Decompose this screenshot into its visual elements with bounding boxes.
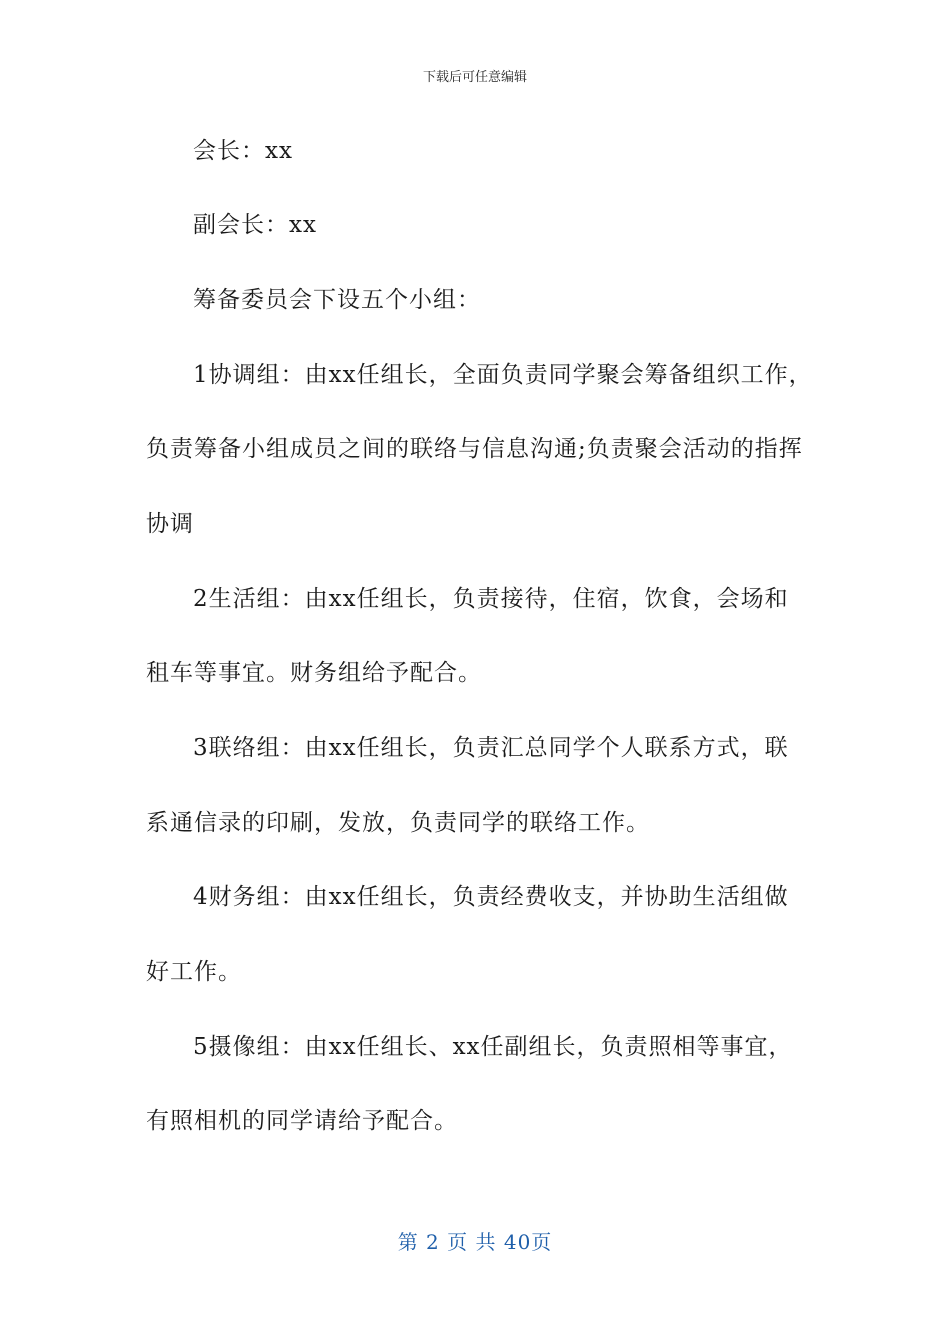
living-group-line-2: 租车等事宜。财务组给予配合。 xyxy=(146,660,482,686)
president-line: 会长：xx xyxy=(193,138,293,164)
finance-group-line-1: 4财务组：由xx任组长，负责经费收支，并协助生活组做 xyxy=(193,884,789,910)
finance-group-line-2: 好工作。 xyxy=(146,959,242,985)
photo-group-line-2: 有照相机的同学请给予配合。 xyxy=(146,1108,458,1134)
vice-president-line: 副会长：xx xyxy=(193,212,317,238)
coordination-group-line-1: 1协调组：由xx任组长，全面负责同学聚会筹备组织工作， xyxy=(193,362,813,388)
photo-group-line-1: 5摄像组：由xx任组长、xx任副组长，负责照相等事宜， xyxy=(193,1034,793,1060)
living-group-line-1: 2生活组：由xx任组长，负责接待，住宿，饮食，会场和 xyxy=(193,586,789,612)
coordination-group-line-3: 协调 xyxy=(146,511,194,537)
committee-intro-line: 筹备委员会下设五个小组： xyxy=(193,287,481,313)
download-note: 下载后可任意编辑 xyxy=(422,70,527,85)
liaison-group-line-2: 系通信录的印刷，发放，负责同学的联络工作。 xyxy=(146,810,650,836)
liaison-group-line-1: 3联络组：由xx任组长，负责汇总同学个人联系方式，联 xyxy=(193,735,789,761)
page-number-label: 第 2 页 共 40页 xyxy=(397,1230,553,1254)
page-number xyxy=(0,1226,950,1255)
coordination-group-line-2: 负责筹备小组成员之间的联络与信息沟通;负责聚会活动的指挥 xyxy=(146,436,803,462)
